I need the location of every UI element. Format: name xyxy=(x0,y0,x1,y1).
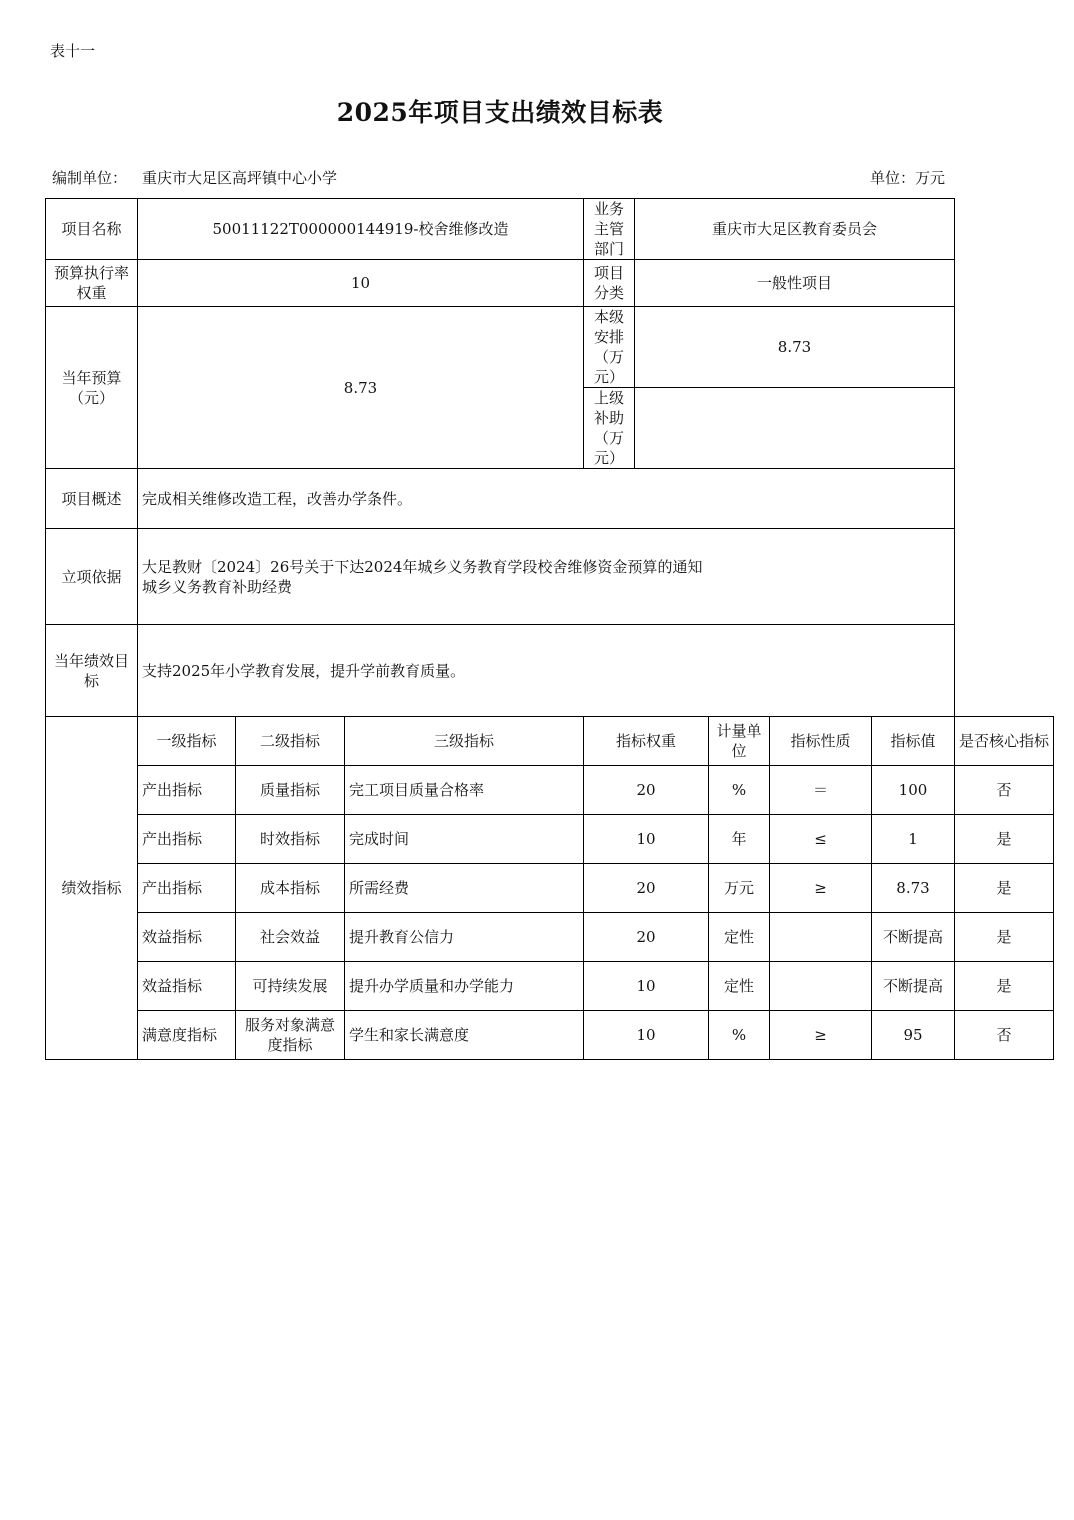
category-label: 项目分类 xyxy=(584,260,635,307)
level1-cell: 效益指标 xyxy=(138,962,236,1011)
table-row xyxy=(46,864,1054,913)
exec-weight-value: 10 xyxy=(138,260,584,307)
core-cell: 是 xyxy=(955,913,1054,962)
nature-cell: ＝ xyxy=(770,766,872,815)
level2-cell: 服务对象满意度指标 xyxy=(236,1011,345,1060)
unit-cell: 定性 xyxy=(709,962,770,1011)
org-label: 编制单位： xyxy=(52,169,128,187)
basis-value xyxy=(138,529,955,625)
level2-cell: 成本指标 xyxy=(236,864,345,913)
core-cell: 是 xyxy=(955,864,1054,913)
local-value: 8.73 xyxy=(635,307,955,388)
value-cell: 1 xyxy=(872,815,955,864)
category-value: 一般性项目 xyxy=(635,260,955,307)
local-label: 本级安排（万元） xyxy=(584,307,635,388)
table-row xyxy=(46,962,1054,1011)
nature-cell: ≥ xyxy=(770,1011,872,1060)
level1-cell: 满意度指标 xyxy=(138,1011,236,1060)
basis-line-2: 城乡义务教育补助经费 xyxy=(142,577,293,596)
basis-line-1: 大足教财〔2024〕26号关于下达2024年城乡义务教育学段校舍维修资金预算的通知 xyxy=(142,557,703,576)
table-row xyxy=(46,1011,1054,1060)
nature-cell xyxy=(770,962,872,1011)
level3-cell: 所需经费 xyxy=(345,864,584,913)
weight-cell: 20 xyxy=(584,766,709,815)
header-cell: 三级指标 xyxy=(345,717,584,766)
unit-cell: 万元 xyxy=(709,864,770,913)
header-cell: 一级指标 xyxy=(138,717,236,766)
value-cell: 95 xyxy=(872,1011,955,1060)
overview-value: 完成相关维修改造工程，改善办学条件。 xyxy=(138,469,955,529)
unit-label: 单位：万元 xyxy=(870,169,946,187)
weight-cell: 10 xyxy=(584,815,709,864)
weight-cell: 10 xyxy=(584,1011,709,1060)
core-cell: 是 xyxy=(955,962,1054,1011)
value-cell: 8.73 xyxy=(872,864,955,913)
project-name-value: 50011122T000000144919-校舍维修改造 xyxy=(138,199,584,260)
value-cell: 100 xyxy=(872,766,955,815)
level3-cell: 学生和家长满意度 xyxy=(345,1011,584,1060)
dept-value: 重庆市大足区教育委员会 xyxy=(635,199,955,260)
core-cell: 是 xyxy=(955,815,1054,864)
value-cell: 不断提高 xyxy=(872,913,955,962)
budget-label: 当年预算（元） xyxy=(46,307,138,469)
level3-cell: 完成时间 xyxy=(345,815,584,864)
header-cell: 指标性质 xyxy=(770,717,872,766)
budget-value: 8.73 xyxy=(138,307,584,469)
nature-cell xyxy=(770,913,872,962)
upper-label: 上级补助（万元） xyxy=(584,388,635,469)
dept-label: 业务主管部门 xyxy=(584,199,635,260)
nature-cell: ≥ xyxy=(770,864,872,913)
level1-cell: 产出指标 xyxy=(138,815,236,864)
table-row xyxy=(46,913,1054,962)
level1-cell: 效益指标 xyxy=(138,913,236,962)
org-name: 重庆市大足区高坪镇中心小学 xyxy=(142,169,338,187)
basis-label: 立项依据 xyxy=(46,529,138,625)
table-row xyxy=(46,815,1054,864)
level3-cell: 提升办学质量和办学能力 xyxy=(345,962,584,1011)
header-cell: 指标权重 xyxy=(584,717,709,766)
core-cell: 否 xyxy=(955,1011,1054,1060)
header-cell: 是否核心指标 xyxy=(955,717,1054,766)
goal-label: 当年绩效目标 xyxy=(46,625,138,717)
level2-cell: 社会效益 xyxy=(236,913,345,962)
weight-cell: 10 xyxy=(584,962,709,1011)
level3-cell: 提升教育公信力 xyxy=(345,913,584,962)
header-cell: 指标值 xyxy=(872,717,955,766)
level3-cell: 完工项目质量合格率 xyxy=(345,766,584,815)
level2-cell: 时效指标 xyxy=(236,815,345,864)
indicators-section-label: 绩效指标 xyxy=(46,717,138,1060)
header-cell: 二级指标 xyxy=(236,717,345,766)
exec-weight-label: 预算执行率权重 xyxy=(46,260,138,307)
level2-cell: 质量指标 xyxy=(236,766,345,815)
level2-cell: 可持续发展 xyxy=(236,962,345,1011)
nature-cell: ≤ xyxy=(770,815,872,864)
project-name-label: 项目名称 xyxy=(46,199,138,260)
unit-cell: % xyxy=(709,766,770,815)
core-cell: 否 xyxy=(955,766,1054,815)
value-cell: 不断提高 xyxy=(872,962,955,1011)
level1-cell: 产出指标 xyxy=(138,766,236,815)
weight-cell: 20 xyxy=(584,913,709,962)
header-cell: 计量单位 xyxy=(709,717,770,766)
level1-cell: 产出指标 xyxy=(138,864,236,913)
overview-label: 项目概述 xyxy=(46,469,138,529)
goal-value: 支持2025年小学教育发展，提升学前教育质量。 xyxy=(138,625,955,717)
unit-cell: 年 xyxy=(709,815,770,864)
unit-cell: % xyxy=(709,1011,770,1060)
table-row xyxy=(46,766,1054,815)
performance-table xyxy=(45,198,1054,1060)
page-title: 2025年项目支出绩效目标表 xyxy=(336,98,664,127)
unit-cell: 定性 xyxy=(709,913,770,962)
upper-value xyxy=(635,388,955,469)
weight-cell: 20 xyxy=(584,864,709,913)
table-number: 表十一 xyxy=(50,42,96,60)
